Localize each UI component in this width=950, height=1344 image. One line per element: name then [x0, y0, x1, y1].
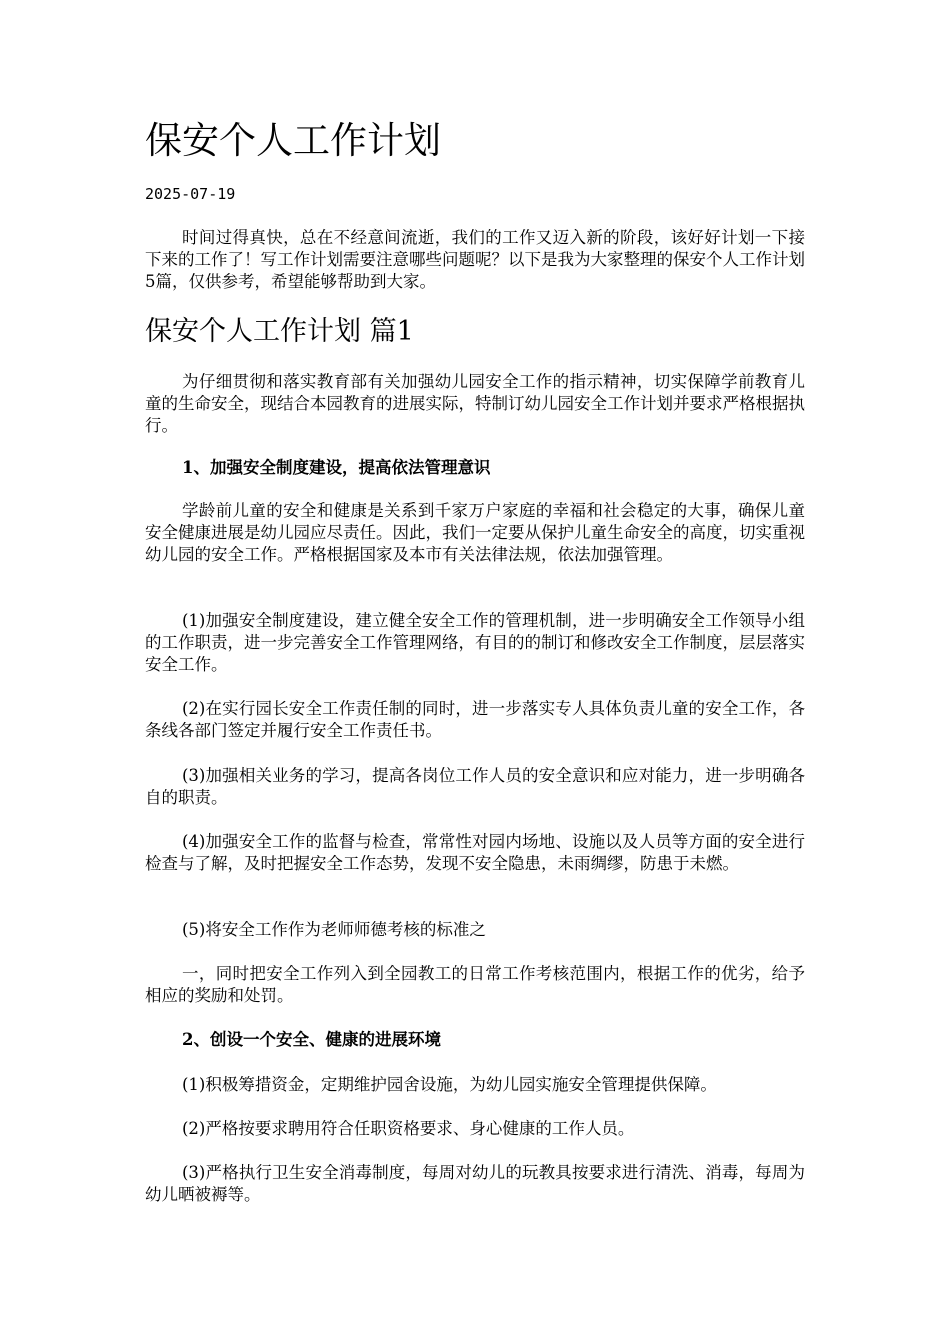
paragraph-block-8 — [145, 963, 805, 1007]
body-paragraph: 为仔细贯彻和落实教育部有关加强幼儿园安全工作的指示精神，切实保障学前教育儿童的生命安全，现结合本园教育的进展实际，特制订幼儿园安全工作计划并要求严格根据执行。 — [145, 372, 805, 435]
body-paragraph: (1)加强安全制度建设，建立健全安全工作的管理机制，进一步明确安全工作领导小组的工作职责，进一步完善安全工作管理网络，有目的的制订和修改安全工作制度，层层落实安全工作。 — [145, 611, 805, 674]
paragraph-block-5 — [145, 765, 805, 809]
paragraph-block-6 — [145, 831, 805, 875]
document-date: 2025-07-19 — [145, 185, 236, 203]
body-paragraph: (1)积极筹措资金，定期维护园舍设施，为幼儿园实施安全管理提供保障。 — [182, 1075, 717, 1094]
document-title: 保安个人工作计划 — [145, 119, 441, 162]
body-paragraph: 一，同时把安全工作列入到全园教工的日常工作考核范围内，根据工作的优劣，给予相应的奖励和处罚。 — [145, 964, 805, 1005]
body-paragraph: (5)将安全工作作为老师师德考核的标准之 — [182, 920, 486, 939]
subheading-block-2 — [145, 1029, 805, 1051]
subheading: 2、创设一个安全、健康的进展环境 — [182, 1030, 441, 1049]
paragraph-block-9 — [145, 1074, 805, 1096]
body-paragraph: (2)在实行园长安全工作责任制的同时，进一步落实专人具体负责儿童的安全工作，各条线各部门签定并履行安全工作责任书。 — [145, 699, 805, 740]
paragraph-block-3 — [145, 610, 805, 676]
paragraph-block-2 — [145, 500, 805, 566]
body-paragraph: 学龄前儿童的安全和健康是关系到千家万户家庭的幸福和社会稳定的大事，确保儿童安全健康进展是幼儿园应尽责任。因此，我们一定要从保护儿童生命安全的高度，切实重视幼儿园的安全工作。严格根据国家及本市有关法律法规，依法加强管理。 — [145, 501, 805, 564]
paragraph-block-11 — [145, 1162, 805, 1206]
body-paragraph: (3)严格执行卫生安全消毒制度，每周对幼儿的玩教具按要求进行清洗、消毒，每周为幼儿晒被褥等。 — [145, 1163, 805, 1204]
body-paragraph: (2)严格按要求聘用符合任职资格要求、身心健康的工作人员。 — [182, 1119, 635, 1138]
paragraph-block-10 — [145, 1118, 805, 1140]
subheading: 1、加强安全制度建设，提高依法管理意识 — [182, 458, 491, 477]
intro-paragraph: 时间过得真快，总在不经意间流逝，我们的工作又迈入新的阶段，该好好计划一下接下来的工作了！写工作计划需要注意哪些问题呢？以下是我为大家整理的保安个人工作计划5篇，仅供参考，希望能够帮助到大家。 — [145, 228, 805, 291]
body-paragraph: (4)加强安全工作的监督与检查，常常性对园内场地、设施以及人员等方面的安全进行检查与了解，及时把握安全工作态势，发现不安全隐患，未雨绸缪，防患于未燃。 — [145, 832, 805, 873]
body-paragraph: (3)加强相关业务的学习，提高各岗位工作人员的安全意识和应对能力，进一步明确各自的职责。 — [145, 766, 805, 807]
subheading-block-1 — [145, 457, 805, 479]
paragraph-block-1 — [145, 371, 805, 437]
paragraph-block-7 — [145, 919, 805, 941]
intro-paragraph-block — [145, 227, 805, 293]
section-heading-block — [145, 313, 805, 351]
paragraph-block-4 — [145, 698, 805, 742]
section-heading: 保安个人工作计划 篇1 — [145, 316, 414, 347]
